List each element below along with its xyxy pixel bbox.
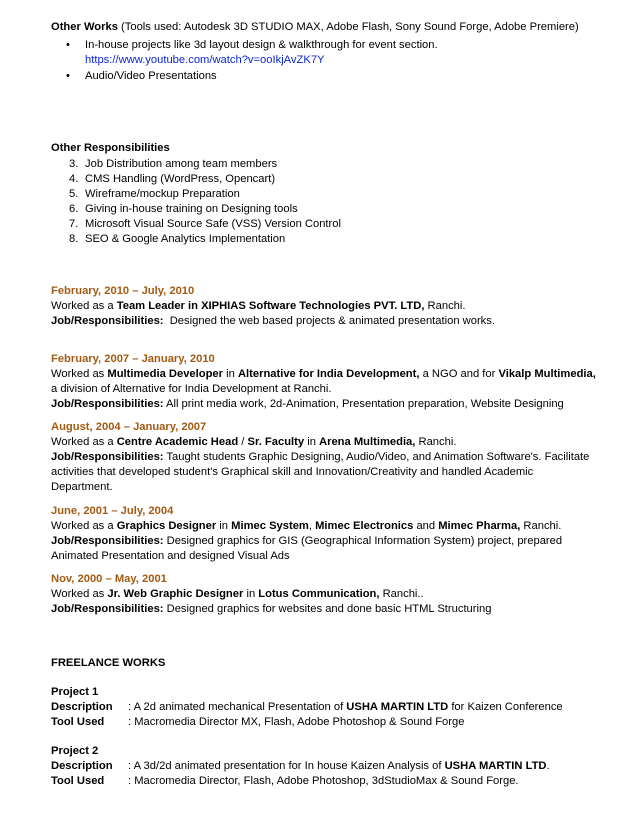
company-text: USHA MARTIN LTD <box>444 760 547 772</box>
job-text: Designed the web based projects & animated presentation works. <box>163 315 495 327</box>
text: and <box>413 520 439 532</box>
list-item <box>51 232 596 247</box>
job-label: Job/Responsibilities: <box>51 603 164 615</box>
role-text: Team Leader in XIPHIAS Software Technologies PVT. LTD, <box>116 300 425 312</box>
list-item-text: Audio/Video Presentations <box>85 70 217 82</box>
project-description-row <box>51 700 596 715</box>
tools-label: Tool Used <box>51 716 105 728</box>
list-item-text: Job Distribution among team members <box>85 158 278 170</box>
list-number: 5. <box>69 188 79 200</box>
text: / <box>238 436 248 448</box>
job-text: Designed graphics for GIS (Geographical Information System) project, prepared Animated Presentation and designed Visual Ads <box>51 535 563 562</box>
job-text: All print media work, 2d-Animation, Presentation preparation, Website Designing <box>163 398 564 410</box>
experience-job-line <box>51 397 596 412</box>
role-text: Sr. Faculty <box>247 436 305 448</box>
role-text: Graphics Designer <box>116 520 217 532</box>
list-item-text: Microsoft Visual Source Safe (VSS) Version Control <box>85 218 341 230</box>
project-name: Project 1 <box>51 686 99 698</box>
list-item <box>51 172 596 187</box>
experience-date: February, 2007 – January, 2010 <box>51 353 215 365</box>
list-number: 8. <box>69 233 79 245</box>
bullet-icon: • <box>66 39 70 51</box>
other-works-heading <box>51 20 596 35</box>
experience-entry <box>51 420 596 495</box>
job-label: Job/Responsibilities: <box>51 315 164 327</box>
project-entry <box>51 744 596 789</box>
experience-role-line <box>51 519 596 534</box>
list-item-text: Wireframe/mockup Preparation <box>85 188 240 200</box>
text: Worked as a <box>51 436 117 448</box>
experience-entry <box>51 352 596 412</box>
list-number: 7. <box>69 218 79 230</box>
text: , <box>308 520 316 532</box>
freelance-title: FREELANCE WORKS <box>51 657 166 669</box>
text: Worked as a <box>51 520 117 532</box>
text: Ranchi.. <box>379 588 424 600</box>
list-item <box>51 202 596 217</box>
company-text: Alternative for India Development, <box>237 368 420 380</box>
text: Worked as a <box>51 300 117 312</box>
job-label: Job/Responsibilities: <box>51 398 164 410</box>
job-text: Taught students Graphic Designing, Audio/Video, and Animation Software's. Facilitate activities that developed student's Graphical skill and Innovation/Creativity and handled Academic Department. <box>51 451 590 493</box>
text: in <box>304 436 320 448</box>
other-works-title: Other Works <box>51 21 118 33</box>
experience-role-line-2: a division of Alternative for India Development at Ranchi. <box>51 383 332 395</box>
job-text: Designed graphics for websites and done basic HTML Structuring <box>163 603 492 615</box>
text: in <box>223 368 238 380</box>
company-text: USHA MARTIN LTD <box>346 701 449 713</box>
other-responsibilities-title: Other Responsibilities <box>51 142 170 154</box>
experience-date: February, 2010 – July, 2010 <box>51 285 195 297</box>
text: Worked as <box>51 588 108 600</box>
other-responsibilities-section <box>51 141 596 247</box>
list-item <box>51 157 596 172</box>
responsibilities-list <box>51 157 596 247</box>
experience-job-line <box>51 602 596 617</box>
experience-job-line <box>51 534 591 564</box>
experience-date: August, 2004 – January, 2007 <box>51 421 207 433</box>
description-value <box>128 759 596 774</box>
text: for Kaizen Conference <box>448 701 563 713</box>
text: a NGO and for <box>419 368 499 380</box>
list-item <box>51 38 596 68</box>
company-text: Arena Multimedia, <box>319 436 416 448</box>
freelance-section <box>51 656 596 789</box>
text: in <box>243 588 259 600</box>
company-text: Mimec Pharma, <box>438 520 521 532</box>
other-works-tools: (Tools used: Autodesk 3D STUDIO MAX, Adobe Flash, Sony Sound Forge, Adobe Premiere) <box>121 21 579 33</box>
text: Ranchi. <box>424 300 466 312</box>
description-label: Description <box>51 701 113 713</box>
tools-value: : Macromedia Director MX, Flash, Adobe Photoshop & Sound Forge <box>128 716 465 728</box>
project-entry <box>51 685 596 730</box>
text: : A 3d/2d animated presentation for In house Kaizen Analysis of <box>128 760 445 772</box>
text: . <box>546 760 550 772</box>
experience-entry <box>51 572 596 617</box>
project-description-row <box>51 759 596 774</box>
experience-job-line <box>51 314 596 329</box>
company-text: Mimec System <box>231 520 309 532</box>
description-value <box>128 700 596 715</box>
company-text: Mimec Electronics <box>315 520 414 532</box>
experience-job-line <box>51 450 591 495</box>
experience-entry <box>51 504 596 564</box>
project-name: Project 2 <box>51 745 99 757</box>
list-item-text: SEO & Google Analytics Implementation <box>85 233 286 245</box>
text: Ranchi. <box>520 520 562 532</box>
other-works-list <box>51 38 596 84</box>
job-label: Job/Responsibilities: <box>51 451 164 463</box>
project-tools-row <box>51 774 596 789</box>
text: Worked as <box>51 368 108 380</box>
list-item-text: In-house projects like 3d layout design & walkthrough for event section. <box>85 39 438 51</box>
list-item-text: CMS Handling (WordPress, Opencart) <box>85 173 276 185</box>
tools-value: : Macromedia Director, Flash, Adobe Photoshop, 3dStudioMax & Sound Forge. <box>128 775 519 787</box>
role-text: Centre Academic Head <box>116 436 239 448</box>
experience-date: June, 2001 – July, 2004 <box>51 505 174 517</box>
text: in <box>216 520 232 532</box>
company-text: Lotus Communication, <box>258 588 380 600</box>
role-text: Jr. Web Graphic Designer <box>107 588 244 600</box>
experience-role-line <box>51 587 596 602</box>
experience-role-line <box>51 299 596 314</box>
list-number: 4. <box>69 173 79 185</box>
bullet-icon: • <box>66 70 70 82</box>
company-text: Vikalp Multimedia, <box>498 368 596 380</box>
text: : A 2d animated mechanical Presentation of <box>128 701 347 713</box>
experience-role-line <box>51 435 596 450</box>
list-item-text: Giving in-house training on Designing tools <box>85 203 298 215</box>
list-item <box>51 187 596 202</box>
role-text: Multimedia Developer <box>107 368 224 380</box>
list-number: 6. <box>69 203 79 215</box>
text: Ranchi. <box>415 436 457 448</box>
job-label: Job/Responsibilities: <box>51 535 164 547</box>
project-tools-row <box>51 715 596 730</box>
other-works-section <box>51 20 596 84</box>
experience-date: Nov, 2000 – May, 2001 <box>51 573 167 585</box>
list-number: 3. <box>69 158 79 170</box>
experience-entry <box>51 284 596 329</box>
description-label: Description <box>51 760 113 772</box>
list-item <box>51 69 596 84</box>
experience-role-line <box>51 367 596 382</box>
youtube-link[interactable]: https://www.youtube.com/watch?v=ooIkjAvZK7Y <box>85 54 325 66</box>
tools-label: Tool Used <box>51 775 105 787</box>
list-item <box>51 217 596 232</box>
